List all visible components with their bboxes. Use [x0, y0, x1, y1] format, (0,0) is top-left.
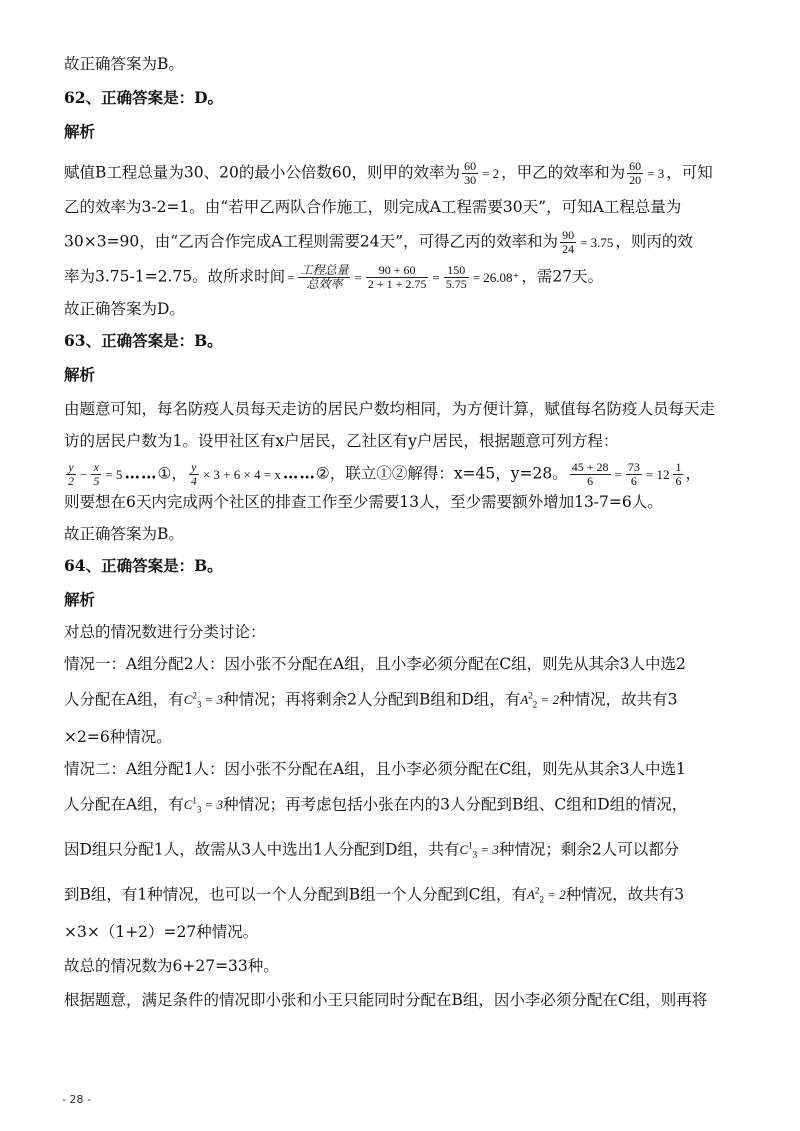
fraction-x-5 [91, 461, 101, 488]
question-heading-64: 64、正确答案是：B。 [64, 556, 223, 575]
paragraph-line: 访的居民户数为1。设甲社区有x户居民，乙社区有y户居民，根据题意可列方程： [64, 432, 619, 450]
paragraph-line [64, 879, 744, 912]
text-run: 人分配在A组，有 [64, 690, 184, 709]
equation-result: = 2 [547, 887, 566, 903]
answer-line: 故正确答案为B。 [64, 525, 184, 543]
fraction-1-6 [673, 461, 683, 488]
numerator: 90 [562, 228, 575, 242]
paragraph-line [64, 160, 744, 187]
paragraph-line [64, 264, 744, 291]
text-run: 30×3=90，由“乙丙合作完成A工程则需要24天”，可得乙丙的效率和为 [64, 232, 559, 251]
numerator: 60 [629, 159, 642, 173]
comma: ， [685, 464, 701, 483]
superscript: 1 [192, 795, 197, 806]
text-run: 种情况；再将剩余2人分配到B组和D组，有 [223, 690, 521, 709]
subscript: 3 [196, 804, 202, 815]
text-run: 人分配在A组，有 [64, 795, 184, 814]
fraction-60-30 [462, 160, 478, 187]
equals-sign: = [287, 269, 295, 285]
question-heading-62: 62、正确答案是：D。 [64, 88, 224, 107]
text-run: ①， [157, 464, 187, 483]
equation-result: = 2 [540, 692, 560, 708]
paragraph-line: ×3×（1+2）=27种情况。 [64, 922, 259, 941]
subscript: 2 [532, 699, 538, 710]
equals-sign: = [432, 269, 440, 285]
ellipsis: …… [124, 463, 158, 483]
paragraph-line [64, 834, 744, 867]
denominator: 总效率 [306, 277, 343, 291]
fraction-total-over-efficiency [298, 264, 350, 291]
equation-body: × 3 + 6 × 4 = x [202, 466, 281, 482]
paragraph-line [64, 229, 744, 256]
subscript: 2 [539, 894, 544, 905]
paragraph-line: 乙的效率为3-2=1。由“若甲乙两队合作施工，则完成A工程需要30天”，可知A工程总量为 [64, 198, 682, 216]
arrangement-a-2-2 [520, 691, 560, 710]
page-number: - 28 - [62, 1093, 91, 1106]
paragraph-line: 故总的情况数为6+27=33种。 [64, 956, 279, 975]
fraction-45-28-6 [570, 461, 611, 488]
equation-result: = 5 [105, 466, 123, 482]
text-run: 到B组，有1种情况，也可以一个人分配到B组一个人分配到C组，有 [64, 885, 528, 904]
symbol: A [527, 887, 535, 903]
text-run: 因D组只分配1人，故需从3人中选出1人分配到D组，共有 [64, 840, 460, 859]
symbol: C [459, 842, 469, 858]
equation-result: = 12 [645, 466, 670, 482]
text-run: ，则丙的效 [615, 232, 693, 251]
denominator: 6 [587, 474, 594, 488]
ellipsis: …… [282, 463, 316, 483]
denominator: 24 [562, 242, 575, 256]
fraction-150-sum [366, 264, 429, 291]
paragraph-line: 对总的情况数进行分类讨论： [64, 623, 266, 641]
minus-sign: − [80, 466, 88, 482]
subscript: 3 [196, 699, 202, 710]
numerator: 1 [675, 460, 682, 474]
numerator: 45 + 28 [571, 460, 609, 474]
denominator: 6 [675, 474, 682, 488]
numerator: 150 [444, 264, 469, 278]
fraction-90-24 [560, 229, 576, 256]
text-run: 种情况，故共有3 [559, 690, 678, 709]
answer-line: 故正确答案为D。 [64, 300, 185, 318]
answer-line: 故正确答案为B。 [64, 55, 184, 73]
denominator: 20 [629, 173, 642, 187]
equation-result: = 3 [647, 165, 665, 181]
paragraph-line: 情况一：A组分配2人：因小张不分配在A组，且小李必须分配在C组，则先从其余3人中选2 [64, 655, 686, 673]
denominator: 4 [190, 474, 197, 488]
equation-result: = 3 [480, 842, 499, 858]
denominator: 2 + 1 + 2.75 [367, 277, 427, 291]
text-run: 种情况；剩余2人可以都分 [498, 840, 680, 859]
denominator: 5 [93, 474, 100, 488]
paragraph-line: 根据题意，满足条件的情况即小张和小王只能同时分配在B组，因小李必须分配在C组，则再将 [64, 990, 708, 1009]
paragraph-line: 由题意可知，每名防疫人员每天走访的居民户数均相同，为方便计算，赋值每名防疫人员每天走 [64, 400, 716, 418]
superscript: 2 [192, 691, 197, 701]
numerator: y [66, 461, 76, 475]
numerator: y [189, 461, 199, 475]
superscript: 2 [528, 691, 533, 701]
paragraph-line: ×2=6种情况。 [64, 727, 172, 746]
question-heading-63: 63、正确答案是：B。 [64, 331, 223, 350]
subscript: 3 [472, 849, 478, 860]
text-run: 率为3.75-1=2.75。故所求时间 [64, 267, 286, 286]
paragraph-line [64, 789, 744, 822]
equation-result: = 3 [204, 797, 224, 813]
combination-c-3-1 [183, 795, 224, 815]
fraction-y-2 [66, 461, 76, 488]
analysis-label-64: 解析 [64, 590, 96, 609]
equals-sign: = [354, 269, 362, 285]
analysis-label-63: 解析 [64, 365, 96, 384]
arrangement-a-2-2 [527, 885, 566, 905]
combination-c-3-1 [459, 840, 499, 860]
numerator: 工程总量 [300, 263, 349, 277]
text-run: ，可知 [666, 163, 713, 182]
text-run: 种情况，故共有3 [565, 885, 685, 904]
text-run: ，需27天。 [521, 267, 604, 286]
fraction-y-4 [189, 461, 199, 488]
denominator: 6 [630, 474, 637, 488]
equals-sign: = [614, 466, 622, 482]
equation-result: = 3.75 [580, 234, 614, 250]
document-page [64, 52, 744, 1009]
numerator: x [91, 461, 101, 475]
equation-result: = 26.08⁺ [472, 269, 520, 285]
text-run: ，甲乙的效率和为 [501, 163, 626, 182]
numerator: 90 + 60 [366, 264, 429, 278]
paragraph-line: 情况二：A组分配1人：因小张不分配在A组，且小李必须分配在C组，则先从其余3人中选1 [64, 759, 686, 778]
fraction-73-6 [626, 461, 642, 488]
equation-result: = 2 [482, 165, 500, 181]
paragraph-line: 则要想在6天内完成两个社区的排查工作至少需要13人，至少需要额外增加13-7=6人。 [64, 493, 663, 511]
text-run: 种情况；再考虑包括小张在内的3人分配到B组、C组和D组的情况， [223, 795, 688, 814]
fraction-150-575 [444, 264, 469, 291]
superscript: 2 [534, 885, 540, 896]
equation-result: = 3 [204, 692, 224, 708]
numerator: 73 [627, 460, 640, 474]
symbol: C [183, 692, 193, 708]
analysis-label-62: 解析 [64, 122, 96, 141]
numerator: 60 [464, 159, 477, 173]
superscript: 1 [468, 840, 473, 851]
combination-c-3-2 [183, 691, 224, 710]
text-run: ②，联立①②解得：x=45，y=28。 [315, 464, 568, 483]
denominator: 30 [464, 173, 477, 187]
text-run: 赋值B工程总量为30、20的最小公倍数60，则甲的效率为 [64, 163, 461, 182]
paragraph-line [64, 684, 744, 717]
symbol: A [520, 692, 529, 708]
paragraph-line [64, 461, 744, 488]
symbol: C [183, 797, 193, 813]
denominator: 5.75 [445, 277, 467, 291]
denominator: 2 [68, 474, 74, 488]
fraction-60-20 [627, 160, 643, 187]
